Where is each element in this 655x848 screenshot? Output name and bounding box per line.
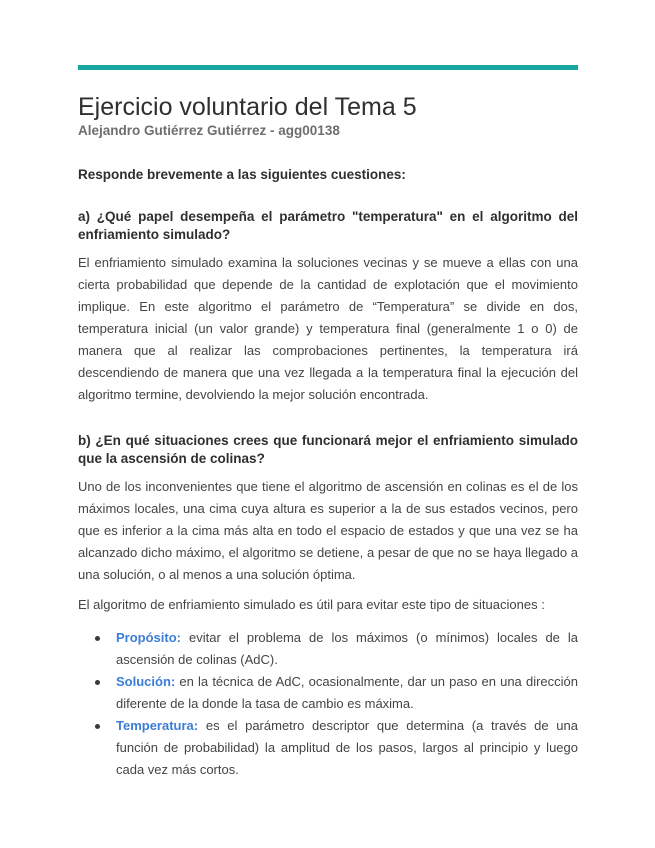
bullet-text: evitar el problema de los máximos (o mínimos) locales de la ascensión de colinas (AdC). <box>116 630 578 667</box>
header-accent-rule <box>78 65 578 70</box>
answer-a: El enfriamiento simulado examina la soluciones vecinas y se mueve a ellas con una cierta probabilidad que depende de la cantidad de explotación que el movimiento implique. En este algoritmo el parámetro de “Temperatura” se divide en dos, temperatura inicial (un valor grande) y temperatura final (generalmente 1 o 0) de manera que al realizar las comprobaciones pertinentes, la temperatura irá descendiendo de manera que una vez llegada a la temperatura final la ejecución del algoritmo termine, devolviendo la mejor solución encontrada. <box>78 255 578 402</box>
list-item <box>78 671 578 715</box>
bullet-dot-icon <box>95 724 100 729</box>
bullet-dot-icon <box>95 636 100 641</box>
answer-b-lead-in: El algoritmo de enfriamiento simulado es útil para evitar este tipo de situaciones : <box>78 597 545 612</box>
question-a: a) ¿Qué papel desempeña el parámetro "temperatura" en el algoritmo del enfriamiento simulado? <box>78 209 578 242</box>
bullet-text: es el parámetro descriptor que determina (a través de una función de probabilidad) la amplitud de los pasos, largos al principio y luego cada vez más cortos. <box>116 718 578 777</box>
question-b: b) ¿En qué situaciones crees que funcionará mejor el enfriamiento simulado que la ascensión de colinas? <box>78 433 578 466</box>
document-title: Ejercicio voluntario del Tema 5 <box>78 93 417 121</box>
bullet-dot-icon <box>95 680 100 685</box>
list-item <box>78 715 578 781</box>
author-line: Alejandro Gutiérrez Gutiérrez - agg00138 <box>78 123 340 138</box>
answer-b: Uno de los inconvenientes que tiene el algoritmo de ascensión en colinas es el de los máximos locales, una cima cuya altura es superior a la de sus estados vecinos, pero que es inferior a la cima más alta en todo el espacio de estados y que una vez se ha alcanzado dicho máximo, el algoritmo se detiene, a pesar de que no se haya llegado a una solución, o al menos a una solución óptima. <box>78 479 578 582</box>
bullet-text: en la técnica de AdC, ocasionalmente, dar un paso en una dirección diferente de la donde la tasa de cambio es máxima. <box>116 674 578 711</box>
list-item <box>78 627 578 671</box>
bullet-term: Temperatura: <box>116 718 199 733</box>
bullet-term: Solución: <box>116 674 176 689</box>
instructions-text: Responde brevemente a las siguientes cuestiones: <box>78 167 406 182</box>
bullet-list <box>78 627 578 781</box>
bullet-term: Propósito: <box>116 630 181 645</box>
